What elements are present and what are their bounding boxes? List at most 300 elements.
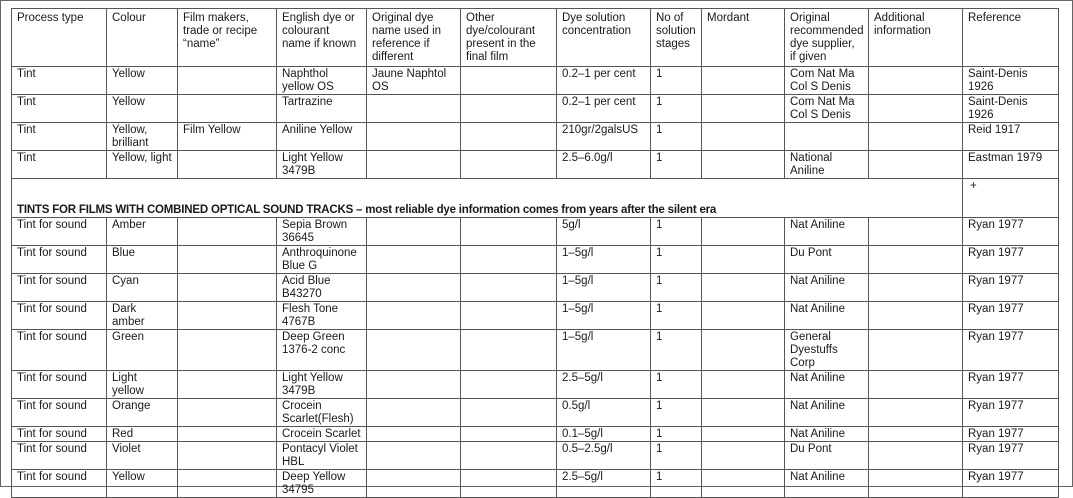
cell-text-stages: 1 — [656, 68, 663, 80]
cell-text-maker — [183, 471, 271, 497]
cell-text-supplier: Nat Aniline — [790, 471, 845, 483]
cell-text-other — [466, 124, 551, 150]
cell-text-stages: 1 — [656, 219, 663, 231]
cell-supplier — [785, 371, 869, 399]
cell-text-process: Tint — [17, 68, 36, 80]
cell-text-conc: 0.5–2.5g/l — [562, 443, 613, 455]
cell-text-mordant — [707, 275, 779, 301]
column-header-other: Other dye/colourant present in the final film — [461, 9, 557, 67]
cell-info — [869, 218, 963, 246]
cell-text-info — [874, 96, 957, 122]
cell-conc — [557, 151, 651, 179]
cell-maker — [178, 371, 277, 399]
cell-maker — [178, 302, 277, 330]
table-header — [12, 9, 1059, 67]
table-row — [12, 470, 1059, 498]
cell-text-conc: 0.2–1 per cent — [562, 68, 636, 80]
cell-original — [367, 302, 461, 330]
cell-colour — [107, 427, 178, 442]
column-header-ref: Reference — [963, 9, 1059, 67]
cell-text-english: Sepia Brown 36645 — [282, 219, 348, 244]
cell-text-original — [372, 96, 455, 122]
cell-supplier — [785, 95, 869, 123]
cell-text-maker — [183, 400, 271, 426]
cell-text-mordant — [707, 96, 779, 122]
cell-english — [277, 302, 367, 330]
cell-text-colour: Green — [112, 331, 144, 343]
cell-english — [277, 470, 367, 498]
cell-text-ref: Ryan 1977 — [968, 400, 1024, 412]
cell-conc — [557, 399, 651, 427]
cell-text-process: Tint for sound — [17, 428, 87, 440]
cell-other — [461, 274, 557, 302]
cell-text-conc: 1–5g/l — [562, 303, 594, 315]
cell-maker — [178, 123, 277, 151]
cell-text-original — [372, 275, 455, 301]
cell-info — [869, 371, 963, 399]
column-header-english: English dye or colourant name if known — [277, 9, 367, 67]
cell-text-mordant — [707, 471, 779, 497]
cell-stages — [651, 399, 702, 427]
cell-text-maker — [183, 96, 271, 122]
cell-stages — [651, 95, 702, 123]
cell-text-process: Tint for sound — [17, 219, 87, 231]
cell-english — [277, 274, 367, 302]
cell-text-ref: Saint-Denis 1926 — [968, 96, 1028, 121]
cell-text-supplier: Com Nat Ma Col S Denis — [790, 96, 855, 121]
cell-text-colour: Yellow, light — [112, 152, 172, 164]
cell-colour — [107, 442, 178, 470]
cell-text-english: Aniline Yellow — [282, 124, 353, 136]
cell-conc — [557, 470, 651, 498]
cell-text-supplier: General Dyestuffs Corp — [790, 331, 838, 369]
table-row — [12, 123, 1059, 151]
cell-supplier — [785, 218, 869, 246]
cell-text-colour: Orange — [112, 400, 151, 412]
cell-text-colour: Cyan — [112, 275, 139, 287]
cell-other — [461, 67, 557, 95]
column-header-conc: Dye solution concentration — [557, 9, 651, 67]
cell-original — [367, 470, 461, 498]
column-header-original: Original dye name used in reference if different — [367, 9, 461, 67]
cell-conc — [557, 95, 651, 123]
table-row — [12, 442, 1059, 470]
cell-other — [461, 95, 557, 123]
cell-process — [12, 371, 107, 399]
cell-other — [461, 399, 557, 427]
cell-mordant — [702, 95, 785, 123]
cell-info — [869, 274, 963, 302]
cell-english — [277, 330, 367, 371]
cell-maker — [178, 330, 277, 371]
cell-mordant — [702, 151, 785, 179]
cell-text-mordant — [707, 219, 779, 245]
cell-english — [277, 67, 367, 95]
cell-maker — [178, 67, 277, 95]
cell-text-supplier: Nat Aniline — [790, 372, 845, 384]
cell-process — [12, 151, 107, 179]
cell-text-other — [466, 219, 551, 245]
cell-process — [12, 302, 107, 330]
cell-text-maker — [183, 443, 271, 469]
cell-text-info — [874, 124, 957, 150]
cell-text-original — [372, 428, 455, 441]
column-header-maker: Film makers, trade or recipe “name” — [178, 9, 277, 67]
column-header-process: Process type — [12, 9, 107, 67]
cell-text-ref: Ryan 1977 — [968, 443, 1024, 455]
cell-text-original — [372, 372, 455, 398]
cell-maker — [178, 399, 277, 427]
cell-text-other — [466, 372, 551, 398]
cell-conc — [557, 330, 651, 371]
cell-text-english: Crocein Scarlet — [282, 428, 361, 440]
cell-info — [869, 330, 963, 371]
cell-text-conc: 1–5g/l — [562, 331, 594, 343]
cell-original — [367, 218, 461, 246]
column-header-mordant: Mordant — [702, 9, 785, 67]
cell-text-colour: Yellow — [112, 471, 145, 483]
cell-text-mordant — [707, 124, 779, 150]
cell-text-english: Light Yellow 3479B — [282, 152, 343, 177]
cell-process — [12, 274, 107, 302]
cell-process — [12, 95, 107, 123]
cell-english — [277, 246, 367, 274]
cell-mordant — [702, 246, 785, 274]
cell-text-maker — [183, 331, 271, 370]
cell-text-process: Tint for sound — [17, 443, 87, 455]
cell-english — [277, 123, 367, 151]
cell-text-original — [372, 400, 455, 426]
cell-ref — [963, 274, 1059, 302]
cell-text-english: Crocein Scarlet(Flesh) — [282, 400, 354, 425]
cell-english — [277, 371, 367, 399]
cell-stages — [651, 442, 702, 470]
cell-text-mordant — [707, 303, 779, 329]
cell-text-conc: 0.5g/l — [562, 400, 591, 412]
cell-text-other — [466, 247, 551, 273]
cell-original — [367, 95, 461, 123]
table-row — [12, 330, 1059, 371]
cell-supplier — [785, 302, 869, 330]
cell-conc — [557, 442, 651, 470]
cell-colour — [107, 67, 178, 95]
cell-text-info — [874, 372, 957, 398]
cell-original — [367, 67, 461, 95]
cell-text-original: Jaune Naphtol OS — [372, 68, 447, 93]
cell-other — [461, 302, 557, 330]
cell-text-process: Tint — [17, 124, 36, 136]
cell-process — [12, 442, 107, 470]
cell-conc — [557, 246, 651, 274]
cell-text-mordant — [707, 400, 779, 426]
cell-conc — [557, 427, 651, 442]
cell-text-maker — [183, 219, 271, 245]
cell-text-colour: Violet — [112, 443, 141, 455]
cell-text-maker — [183, 275, 271, 301]
cell-original — [367, 274, 461, 302]
cell-original — [367, 246, 461, 274]
cell-text-ref: Ryan 1977 — [968, 247, 1024, 259]
cell-text-other — [466, 471, 551, 497]
cell-text-colour: Dark amber — [112, 303, 145, 328]
cell-stages — [651, 470, 702, 498]
cell-text-original — [372, 219, 455, 245]
cell-ref — [963, 442, 1059, 470]
cell-maker — [178, 470, 277, 498]
cell-process — [12, 67, 107, 95]
cell-text-conc: 1–5g/l — [562, 247, 594, 259]
table-row — [12, 399, 1059, 427]
cell-text-conc: 2.5–5g/l — [562, 471, 603, 483]
cell-info — [869, 67, 963, 95]
table-row — [12, 95, 1059, 123]
cell-ref — [963, 470, 1059, 498]
cell-info — [869, 470, 963, 498]
dye-table — [11, 8, 1059, 498]
cell-text-supplier: National Aniline — [790, 152, 833, 177]
cell-text-stages: 1 — [656, 124, 663, 136]
cell-colour — [107, 399, 178, 427]
column-header-stages: No of solution stages — [651, 9, 702, 67]
cell-supplier — [785, 274, 869, 302]
cell-text-colour: Amber — [112, 219, 146, 231]
cell-text-conc: 5g/l — [562, 219, 581, 231]
cell-supplier — [785, 330, 869, 371]
cell-info — [869, 95, 963, 123]
cell-text-ref: Saint-Denis 1926 — [968, 68, 1028, 93]
cell-text-stages: 1 — [656, 247, 663, 259]
cell-text-colour: Yellow, brilliant — [112, 124, 149, 149]
column-header-info: Additional information — [869, 9, 963, 67]
cell-text-info — [874, 443, 957, 469]
header-row — [12, 9, 1059, 67]
cell-stages — [651, 246, 702, 274]
cell-text-other — [466, 275, 551, 301]
cell-text-mordant — [707, 428, 779, 441]
cell-text-info — [874, 331, 957, 370]
cell-conc — [557, 123, 651, 151]
cell-conc — [557, 67, 651, 95]
table-row — [12, 246, 1059, 274]
cell-info — [869, 123, 963, 151]
cell-maker — [178, 246, 277, 274]
cell-mordant — [702, 399, 785, 427]
cell-stages — [651, 151, 702, 179]
cell-text-conc: 2.5–6.0g/l — [562, 152, 613, 164]
cell-other — [461, 246, 557, 274]
cell-original — [367, 399, 461, 427]
cell-text-conc: 1–5g/l — [562, 275, 594, 287]
cell-supplier — [785, 246, 869, 274]
cell-text-original — [372, 443, 455, 469]
cell-text-supplier: Nat Aniline — [790, 303, 845, 315]
cell-text-english: Naphthol yellow OS — [282, 68, 334, 93]
cell-text-maker — [183, 303, 271, 329]
cell-maker — [178, 218, 277, 246]
cell-text-colour: Yellow — [112, 68, 145, 80]
cell-ref — [963, 399, 1059, 427]
cell-text-process: Tint for sound — [17, 400, 87, 412]
cell-colour — [107, 151, 178, 179]
cell-text-original — [372, 152, 455, 178]
section-reference-mark: + — [970, 180, 977, 192]
cell-stages — [651, 274, 702, 302]
cell-process — [12, 123, 107, 151]
cell-info — [869, 151, 963, 179]
cell-text-process: Tint — [17, 152, 36, 164]
cell-colour — [107, 302, 178, 330]
cell-text-maker — [183, 428, 271, 441]
cell-process — [12, 399, 107, 427]
cell-text-other — [466, 303, 551, 329]
cell-original — [367, 330, 461, 371]
cell-english — [277, 218, 367, 246]
cell-text-info — [874, 219, 957, 245]
cell-text-ref: Eastman 1979 — [968, 152, 1043, 164]
cell-text-process: Tint for sound — [17, 303, 87, 315]
cell-text-info — [874, 275, 957, 301]
cell-colour — [107, 330, 178, 371]
cell-supplier — [785, 399, 869, 427]
cell-text-info — [874, 247, 957, 273]
cell-mordant — [702, 274, 785, 302]
cell-mordant — [702, 302, 785, 330]
table-row — [12, 302, 1059, 330]
cell-text-english: Tartrazine — [282, 96, 333, 108]
cell-stages — [651, 427, 702, 442]
cell-ref — [963, 151, 1059, 179]
cell-ref — [963, 330, 1059, 371]
cell-process — [12, 470, 107, 498]
cell-text-process: Tint for sound — [17, 247, 87, 259]
cell-conc — [557, 218, 651, 246]
cell-mordant — [702, 123, 785, 151]
section-heading-row — [12, 179, 1059, 218]
cell-supplier — [785, 67, 869, 95]
cell-stages — [651, 123, 702, 151]
cell-process — [12, 246, 107, 274]
cell-conc — [557, 371, 651, 399]
cell-text-other — [466, 96, 551, 122]
cell-text-english: Pontacyl Violet HBL — [282, 443, 358, 468]
cell-text-info — [874, 428, 957, 441]
table-row — [12, 427, 1059, 442]
cell-text-supplier: Nat Aniline — [790, 219, 845, 231]
cell-colour — [107, 246, 178, 274]
table-body — [12, 67, 1059, 498]
cell-supplier — [785, 442, 869, 470]
cell-text-colour: Blue — [112, 247, 136, 259]
cell-colour — [107, 123, 178, 151]
cell-other — [461, 123, 557, 151]
cell-text-conc: 210gr/2galsUS — [562, 124, 639, 136]
cell-ref — [963, 246, 1059, 274]
cell-text-stages: 1 — [656, 428, 663, 440]
cell-original — [367, 427, 461, 442]
cell-text-info — [874, 400, 957, 426]
cell-colour — [107, 274, 178, 302]
cell-other — [461, 371, 557, 399]
cell-text-supplier: Nat Aniline — [790, 275, 845, 287]
cell-text-supplier: Nat Aniline — [790, 400, 845, 412]
cell-mordant — [702, 218, 785, 246]
cell-maker — [178, 95, 277, 123]
cell-text-english: Deep Green 1376-2 conc — [282, 331, 346, 356]
cell-text-supplier: Nat Aniline — [790, 428, 845, 440]
cell-text-english: Deep Yellow 34795 — [282, 471, 346, 496]
cell-text-other — [466, 331, 551, 370]
cell-text-ref: Ryan 1977 — [968, 303, 1024, 315]
cell-text-ref: Ryan 1977 — [968, 275, 1024, 287]
cell-info — [869, 246, 963, 274]
cell-text-other — [466, 400, 551, 426]
cell-ref — [963, 67, 1059, 95]
cell-text-ref: Ryan 1977 — [968, 471, 1024, 483]
cell-maker — [178, 274, 277, 302]
cell-other — [461, 427, 557, 442]
cell-text-conc: 0.2–1 per cent — [562, 96, 636, 108]
cell-text-info — [874, 303, 957, 329]
cell-other — [461, 218, 557, 246]
cell-text-other — [466, 443, 551, 469]
cell-supplier — [785, 470, 869, 498]
cell-colour — [107, 218, 178, 246]
cell-ref — [963, 218, 1059, 246]
cell-text-conc: 2.5–5g/l — [562, 372, 603, 384]
cell-ref — [963, 427, 1059, 442]
cell-text-supplier — [790, 124, 863, 150]
cell-text-process: Tint for sound — [17, 471, 87, 483]
cell-process — [12, 330, 107, 371]
cell-info — [869, 427, 963, 442]
cell-text-ref: Reid 1917 — [968, 124, 1021, 136]
cell-text-other — [466, 428, 551, 441]
cell-stages — [651, 330, 702, 371]
table-row — [12, 274, 1059, 302]
cell-text-mordant — [707, 247, 779, 273]
cell-text-stages: 1 — [656, 152, 663, 164]
cell-text-english: Anthroquinone Blue G — [282, 247, 357, 272]
table-row — [12, 151, 1059, 179]
cell-other — [461, 442, 557, 470]
cell-supplier — [785, 427, 869, 442]
cell-text-colour: Yellow — [112, 96, 145, 108]
cell-text-process: Tint for sound — [17, 372, 87, 384]
section-reference-cell — [963, 179, 1059, 218]
cell-info — [869, 302, 963, 330]
cell-colour — [107, 95, 178, 123]
cell-text-maker: Film Yellow — [183, 124, 241, 136]
cell-text-other — [466, 152, 551, 178]
cell-text-supplier: Du Pont — [790, 443, 832, 455]
table-row — [12, 67, 1059, 95]
cell-text-ref: Ryan 1977 — [968, 428, 1024, 440]
cell-english — [277, 151, 367, 179]
cell-original — [367, 371, 461, 399]
cell-text-info — [874, 68, 957, 94]
cell-text-colour: Red — [112, 428, 134, 440]
cell-stages — [651, 218, 702, 246]
cell-text-info — [874, 471, 957, 497]
cell-english — [277, 442, 367, 470]
cell-text-stages: 1 — [656, 443, 663, 455]
section-title: TINTS FOR FILMS WITH COMBINED OPTICAL SOUND TRACKS – most reliable dye information comes from years after the silent era — [17, 204, 717, 216]
cell-maker — [178, 427, 277, 442]
cell-mordant — [702, 427, 785, 442]
cell-info — [869, 442, 963, 470]
table-row — [12, 371, 1059, 399]
cell-other — [461, 470, 557, 498]
